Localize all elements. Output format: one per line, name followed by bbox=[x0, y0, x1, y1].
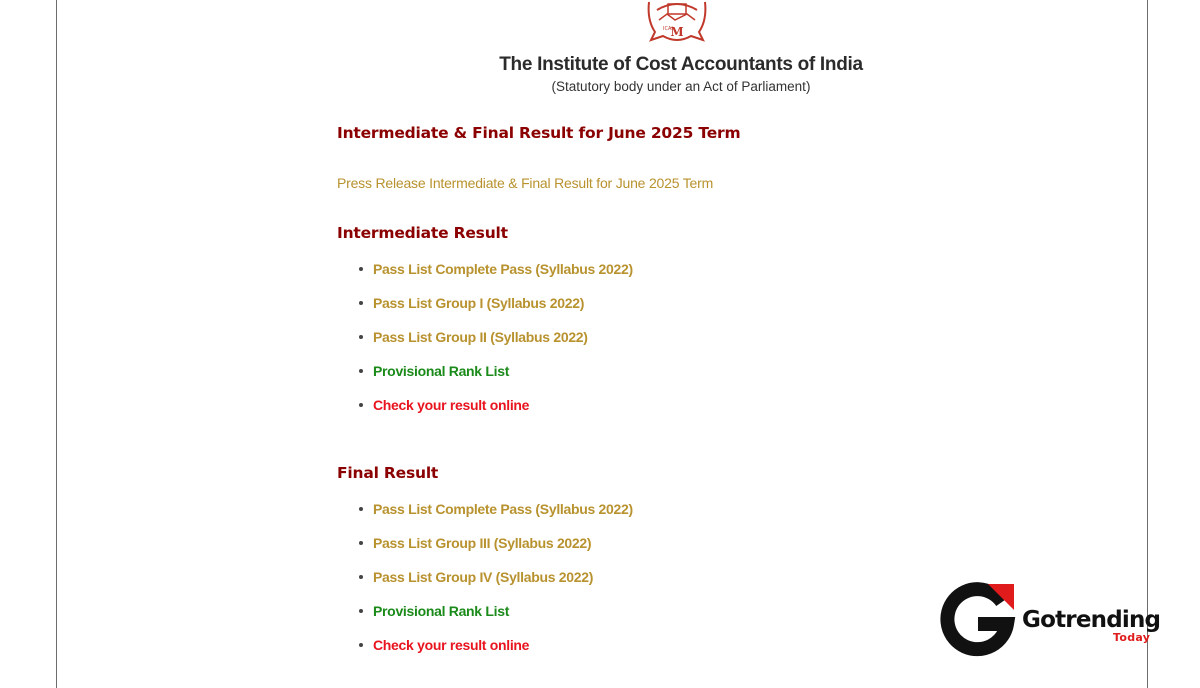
list-item bbox=[337, 500, 633, 534]
bullet-icon bbox=[359, 301, 363, 305]
intermediate-pass-list-group-1-link[interactable]: Pass List Group I (Syllabus 2022) bbox=[373, 295, 585, 311]
watermark-tagline: Today bbox=[1113, 631, 1151, 644]
page-title: Intermediate & Final Result for June 2025 Term bbox=[337, 124, 741, 142]
bullet-icon bbox=[359, 507, 363, 511]
bullet-icon bbox=[359, 643, 363, 647]
bullet-icon bbox=[359, 335, 363, 339]
intermediate-pass-list-group-2-link[interactable]: Pass List Group II (Syllabus 2022) bbox=[373, 329, 588, 345]
final-pass-list-group-4-link[interactable]: Pass List Group IV (Syllabus 2022) bbox=[373, 569, 594, 585]
final-result-list bbox=[337, 500, 633, 670]
intermediate-result-list bbox=[337, 260, 633, 430]
svg-text:ICAI: ICAI bbox=[663, 26, 673, 32]
org-subtitle: (Statutory body under an Act of Parliament) bbox=[551, 79, 811, 94]
gotrending-logo-icon bbox=[938, 580, 1016, 658]
bullet-icon bbox=[359, 403, 363, 407]
final-check-result-link[interactable]: Check your result online bbox=[373, 637, 530, 653]
intermediate-check-result-link[interactable]: Check your result online bbox=[373, 397, 530, 413]
press-release-link[interactable]: Press Release Intermediate & Final Result for June 2025 Term bbox=[337, 175, 714, 191]
list-item bbox=[337, 260, 633, 294]
list-item bbox=[337, 294, 633, 328]
final-rank-list-link[interactable]: Provisional Rank List bbox=[373, 603, 510, 619]
bullet-icon bbox=[359, 267, 363, 271]
svg-text:M: M bbox=[670, 25, 684, 39]
bullet-icon bbox=[359, 369, 363, 373]
gotrending-watermark bbox=[938, 580, 1178, 660]
list-item bbox=[337, 568, 633, 602]
icmai-logo-icon bbox=[641, 0, 713, 44]
list-item bbox=[337, 328, 633, 362]
list-item bbox=[337, 602, 633, 636]
intermediate-result-heading: Intermediate Result bbox=[337, 224, 508, 242]
list-item bbox=[337, 636, 633, 670]
bullet-icon bbox=[359, 609, 363, 613]
list-item bbox=[337, 534, 633, 568]
intermediate-rank-list-link[interactable]: Provisional Rank List bbox=[373, 363, 510, 379]
bullet-icon bbox=[359, 541, 363, 545]
list-item bbox=[337, 396, 633, 430]
watermark-brand: Gotrending bbox=[1022, 607, 1161, 633]
final-result-heading: Final Result bbox=[337, 464, 439, 482]
final-pass-list-group-3-link[interactable]: Pass List Group III (Syllabus 2022) bbox=[373, 535, 592, 551]
bullet-icon bbox=[359, 575, 363, 579]
org-name: The Institute of Cost Accountants of India bbox=[499, 54, 863, 75]
final-pass-list-complete-link[interactable]: Pass List Complete Pass (Syllabus 2022) bbox=[373, 501, 633, 517]
list-item bbox=[337, 362, 633, 396]
intermediate-pass-list-complete-link[interactable]: Pass List Complete Pass (Syllabus 2022) bbox=[373, 261, 633, 277]
